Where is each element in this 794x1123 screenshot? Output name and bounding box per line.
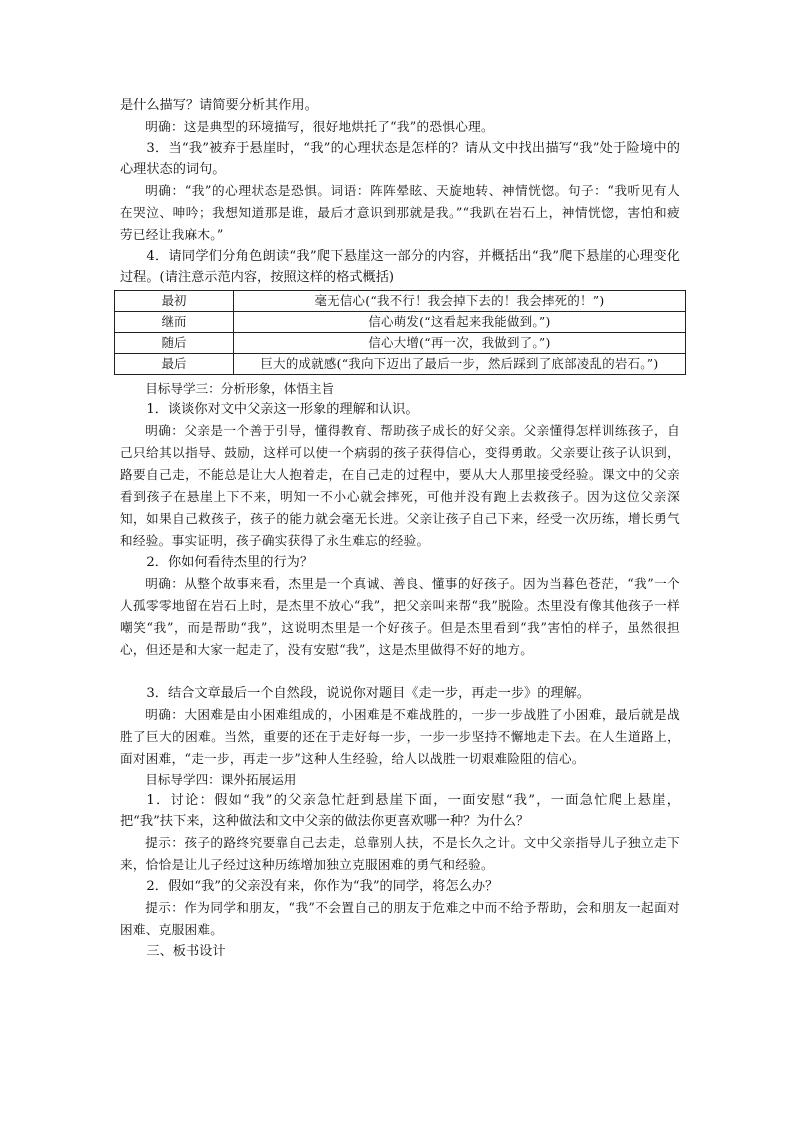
psychology-change-table [114,290,686,375]
document-page [120,95,680,962]
question-text: 1．谈谈你对文中父亲这一形象的理解和认识。 [146,402,419,417]
question-text: 1．讨论：假如“我”的父亲急忙赶到悬崖下面，一面安慰“我”，一面急忙爬上悬崖，把“我”扶下来，这种做法和文中父亲的做法你更喜欢哪一种？为什么？ [120,793,680,829]
section-questions [120,95,680,288]
stage-cell: 最初 [115,291,234,312]
question-text: 2．你如何看待杰里的行为？ [146,555,314,570]
answer-text: 明确：大困难是由小困难组成的，小困难是不难战胜的，一步一步战胜了小困难，最后就是战胜了巨大的困难。当然，重要的还在于走好每一步，一步一步坚持不懈地走下去。在人生道路上，面对困难，“走一步，再走一步”这种人生经验，给人以战胜一切艰难险阻的信心。 [120,707,680,766]
stage-description-cell: 毫无信心(“我不行！我会掉下去的！我会摔死的！”) [234,291,686,312]
stage-cell: 最后 [115,354,234,375]
spacer [120,661,680,683]
answer-text: 明确：父亲是一个善于引导，懂得教育、帮助孩子成长的好父亲。父亲懂得怎样训练孩子，自己只给其以指导、鼓励，这样可以使一个病弱的孩子获得信心，变得勇敢。父亲要让孩子认识到，路要自己走，不能总是让大人抱着走，在自己走的过程中，要从大人那里接受经验。课文中的父亲看到孩子在悬崖上下不来，明知一不小心就会摔死，可他并没有跑上去救孩子。因为这位父亲深知，如果自己救孩子，孩子的能力就会毫无长进。父亲让孩子自己下来，经受一次历练，增长勇气和经验。事实证明，孩子确实获得了永生难忘的经验。 [120,423,680,548]
question-text: 2．假如“我”的父亲没有来，你作为“我”的同学，将怎么办？ [146,879,499,894]
hint-text: 提示：作为同学和朋友，“我”不会置自己的朋友于危难之中而不给予帮助，会和朋友一起面对困难、克服困难。 [120,900,680,937]
hint-text: 提示：孩子的路终究要靠自己去走，总靠别人扶，不是长久之计。文中父亲指导儿子独立走下来，恰恰是让儿子经过这种历练增加独立克服困难的勇气和经验。 [120,835,680,872]
section-heading: 三、板书设计 [146,944,226,959]
stage-description-cell: 信心大增(“再一次，我做到了。”) [234,333,686,354]
section-heading: 目标导学三：分析形象，体悟主旨 [145,381,335,396]
stage-description-cell: 信心萌发(“这看起来我能做到。”) [234,312,686,333]
stage-cell: 随后 [115,333,234,354]
table-row [115,291,686,312]
question-text: 是什么描写？请简要分析其作用。 [120,98,318,113]
question-text: 3．结合文章最后一个自然段，说说你对题目《走一步，再走一步》的理解。 [146,686,590,701]
stage-description-cell: 巨大的成就感(“我向下迈出了最后一步，然后踩到了底部凌乱的岩石。”) [234,354,686,375]
answer-text: 明确：“我”的心理状态是恐惧。词语：阵阵晕眩、天旋地转、神情恍惚。句子：“我听见有人在哭泣、呻吟；我想知道那是谁，最后才意识到那就是我。”“我趴在岩石上，神情恍惚，害怕和疲劳已经让我麻木。” [120,183,680,242]
question-text: 3．当“我”被弃于悬崖时，“我”的心理状态是怎样的？请从文中找出描写“我”处于险境中的心理状态的词句。 [120,141,680,177]
section-analysis [120,379,680,962]
question-text: 4．请同学们分角色朗读“我”爬下悬崖这一部分的内容，并概括出“我”爬下悬崖的心理变化过程。(请注意示范内容，按照这样的格式概括) [120,249,680,285]
table-row [115,312,686,333]
stage-cell: 继而 [115,312,234,333]
table-row [115,354,686,375]
answer-text: 明确：这是典型的环境描写，很好地烘托了“我”的恐惧心理。 [145,119,494,134]
answer-text: 明确：从整个故事来看，杰里是一个真诚、善良、懂事的好孩子。因为当暮色苍茫，“我”一个人孤零零地留在岩石上时，是杰里不放心“我”，把父亲叫来帮“我”脱险。杰里没有像其他孩子一样嘲笑“我”，而是帮助“我”，这说明杰里是一个好孩子。但是杰里看到“我”害怕的样子，虽然很担心，但还是和大家一起走了，没有安慰“我”，这是杰里做得不好的地方。 [120,576,680,657]
section-heading: 目标导学四：课外拓展运用 [145,772,297,787]
table-row [115,333,686,354]
